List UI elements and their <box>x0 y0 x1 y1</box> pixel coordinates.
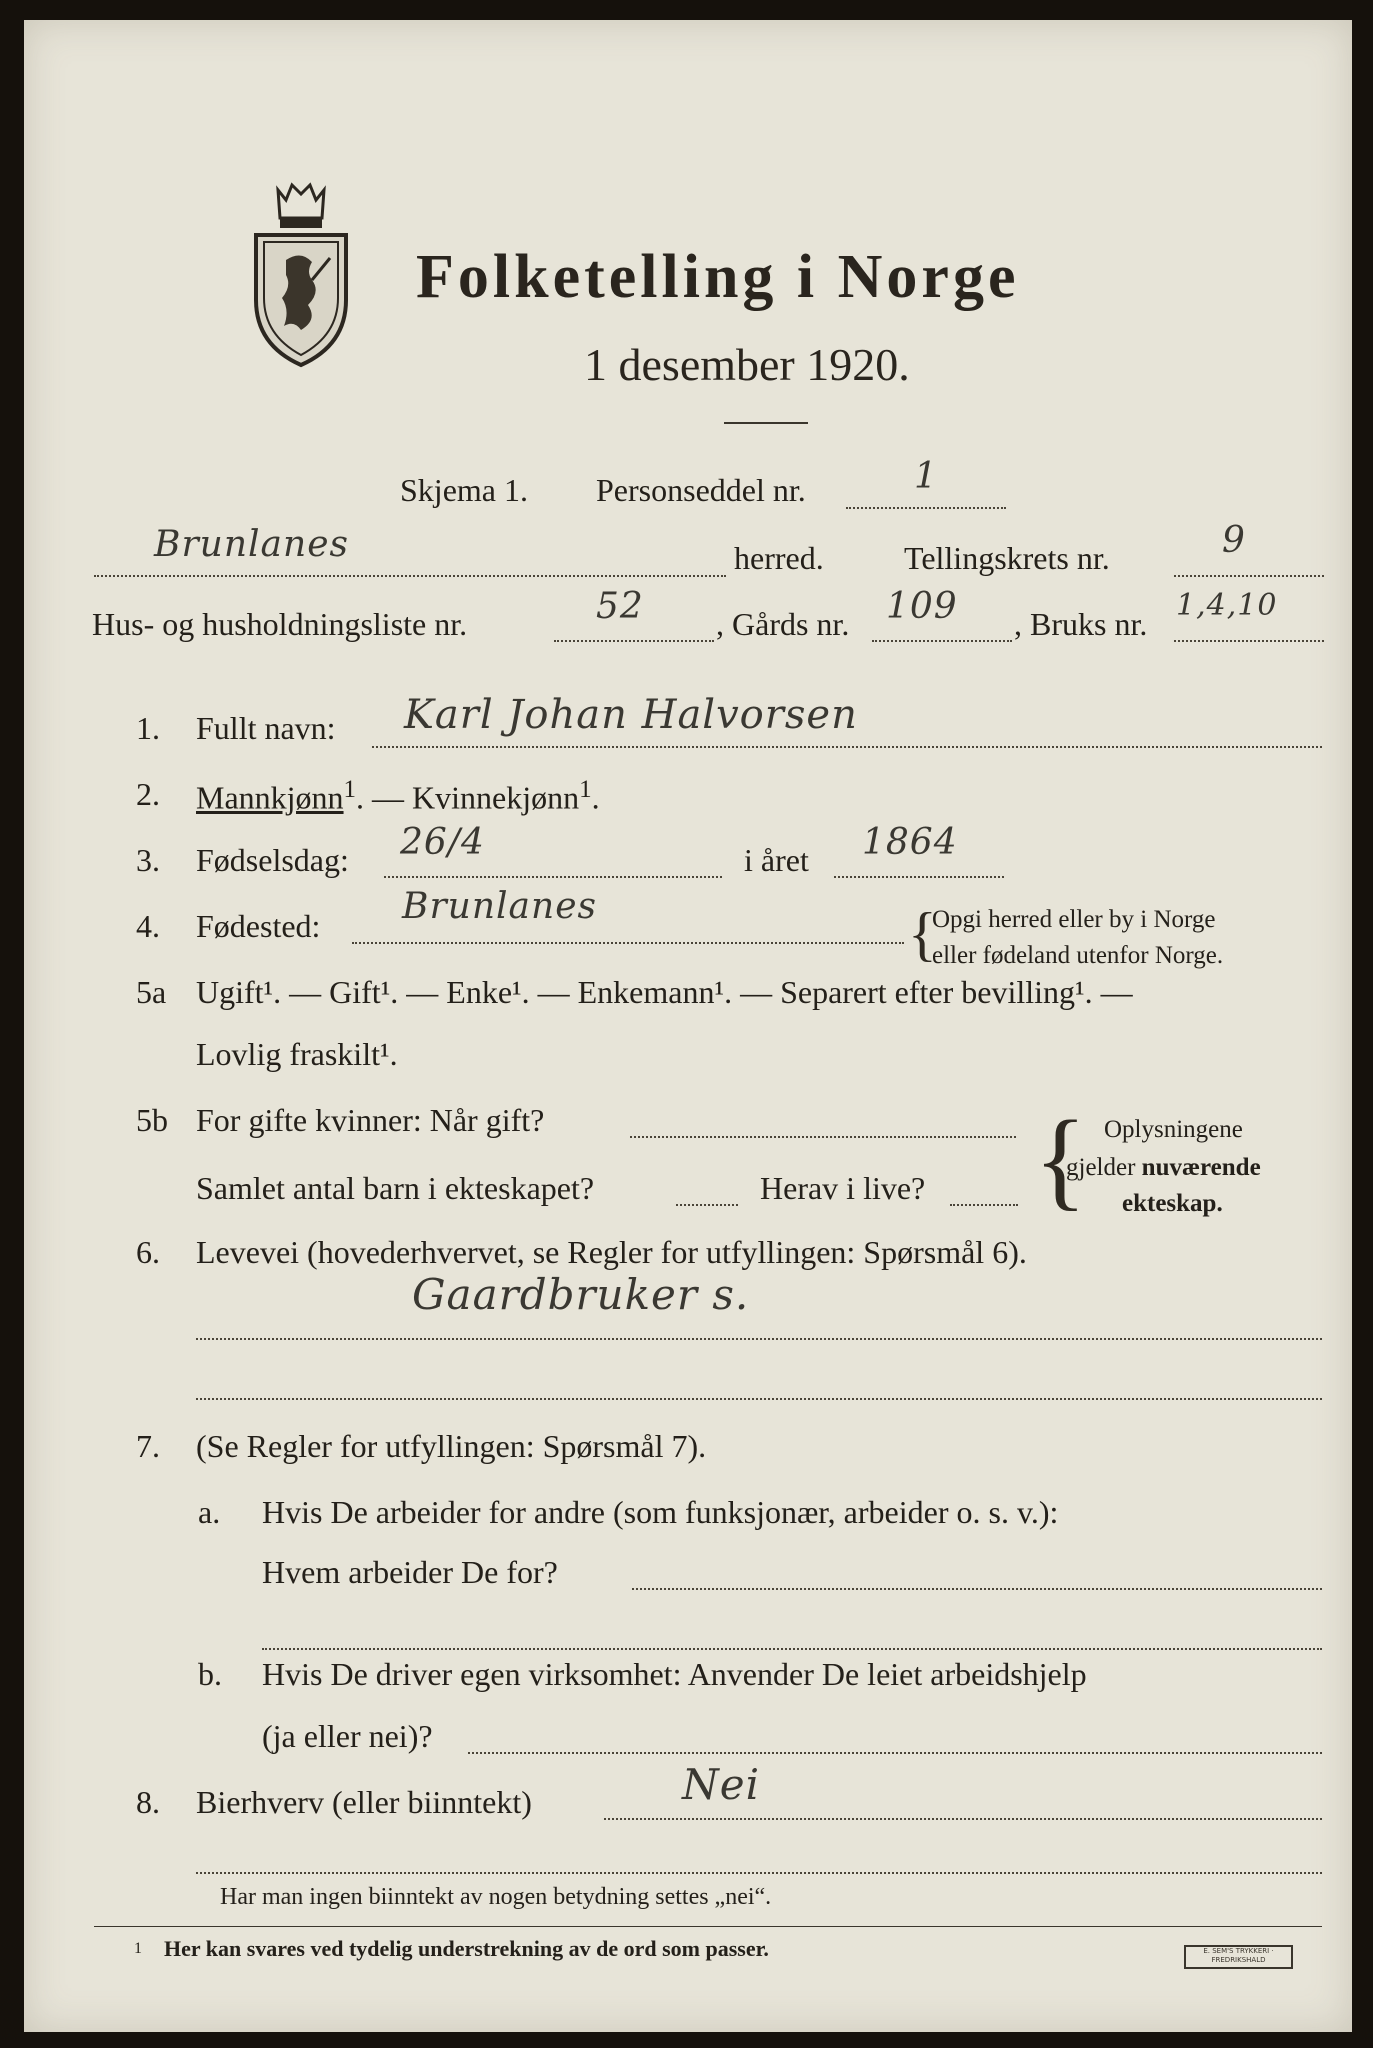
hired-help-label: (ja eller nei)? <box>262 1718 433 1754</box>
form-title: Folketelling i Norge <box>416 243 1020 311</box>
q5b-number: 5b <box>136 1102 168 1138</box>
marriage-note-line3: ekteskap. <box>1122 1190 1223 1217</box>
no-income-note: Har man ingen biinntekt av nogen betydning settes „nei“. <box>220 1884 772 1910</box>
side-income-field-line-2 <box>196 1872 1322 1874</box>
q2-gender-line: Mannkjønn$^1$. — Kvinnekjønn$^1$. <box>196 776 600 816</box>
personseddel-field-line <box>846 507 1006 509</box>
personseddel-label: Personseddel nr. <box>596 472 806 508</box>
footnote-separator <box>94 1926 1322 1927</box>
children-alive-label: Herav i live? <box>760 1170 926 1206</box>
bruks-field-line <box>1174 640 1324 642</box>
year-field-line <box>834 876 1004 878</box>
footnote-mark: 1 <box>134 1940 142 1957</box>
q3-number: 3. <box>136 842 160 878</box>
side-income-value[interactable]: Nei <box>682 1760 761 1809</box>
birthday-field-line <box>384 876 722 878</box>
bruks-value[interactable]: 1,4,10 <box>1176 588 1278 623</box>
birthplace-value[interactable]: Brunlanes <box>402 886 597 927</box>
married-when-field-line <box>630 1136 1016 1138</box>
birthday-value[interactable]: 26/4 <box>400 822 485 863</box>
tellingskrets-field-line <box>1174 575 1324 577</box>
occupation-label: Levevei (hovederhvervet, se Regler for utfyllingen: Spørsmål 6). <box>196 1234 1027 1270</box>
q5a-number: 5a <box>136 974 167 1010</box>
hus-value[interactable]: 52 <box>596 586 644 627</box>
side-income-field-line <box>604 1818 1322 1820</box>
q1-field-line <box>372 746 1322 748</box>
gards-field-line <box>872 640 1012 642</box>
children-total-field-line <box>676 1204 738 1206</box>
q7a-question: Hvis De arbeider for andre (som funksjonær, arbeider o. s. v.): <box>262 1494 1059 1530</box>
q7b-question: Hvis De driver egen virksomhet: Anvender De leiet arbeidshjelp <box>262 1656 1087 1692</box>
marital-status-divorced[interactable]: Lovlig fraskilt¹. <box>196 1036 398 1072</box>
hus-label: Hus- og husholdningsliste nr. <box>92 606 468 642</box>
hired-help-field-line <box>468 1752 1322 1754</box>
married-when-label: For gifte kvinner: Når gift? <box>196 1102 545 1138</box>
year-label: i året <box>744 842 809 878</box>
census-date: 1 desember 1920. <box>584 339 910 390</box>
birthplace-note-line1: Opgi herred eller by i Norge <box>932 906 1216 933</box>
q7b-letter: b. <box>198 1656 222 1692</box>
employer-label: Hvem arbeider De for? <box>262 1554 558 1590</box>
q4-label: Fødested: <box>196 908 321 944</box>
children-alive-field-line <box>950 1204 1018 1206</box>
full-name-value[interactable]: Karl Johan Halvorsen <box>404 692 858 738</box>
birthplace-note-line2: eller fødeland utenfor Norge. <box>932 942 1224 969</box>
personseddel-value[interactable]: 1 <box>914 456 938 497</box>
bruks-label: , Bruks nr. <box>1014 606 1148 642</box>
marriage-note-line2: gjelder nuværende <box>1066 1154 1261 1181</box>
herred-value[interactable]: Brunlanes <box>154 524 349 565</box>
q3-label: Fødselsdag: <box>196 842 349 878</box>
q1-label: Fullt navn: <box>196 710 336 746</box>
herred-label: herred. <box>734 540 824 576</box>
schema-label: Skjema 1. <box>400 472 528 508</box>
hus-field-line <box>554 640 714 642</box>
q7-label: (Se Regler for utfyllingen: Spørsmål 7). <box>196 1428 707 1464</box>
q4-number: 4. <box>136 908 160 944</box>
children-total-label: Samlet antal barn i ekteskapet? <box>196 1170 595 1206</box>
norwegian-lion-crest-icon <box>246 180 356 370</box>
employer-field-line <box>632 1588 1322 1590</box>
gards-label: , Gårds nr. <box>716 606 850 642</box>
side-income-label: Bierhverv (eller biinntekt) <box>196 1784 532 1820</box>
birthplace-note-brace: { <box>908 901 937 967</box>
marital-status-options[interactable]: Ugift¹. — Gift¹. — Enke¹. — Enkemann¹. — Separert efter bevilling¹. — <box>196 974 1133 1010</box>
printer-stamp: E. SEM'S TRYKKERI · FREDRIKSHALD <box>1184 1945 1293 1969</box>
herred-field-line <box>94 575 726 577</box>
q1-number: 1. <box>136 710 160 746</box>
occupation-value[interactable]: Gaardbruker s. <box>412 1270 750 1319</box>
census-form-sheet <box>24 20 1352 2032</box>
title-divider <box>724 422 808 424</box>
occupation-field-line-1 <box>196 1338 1322 1340</box>
q8-number: 8. <box>136 1784 160 1820</box>
gender-male-option[interactable]: Mannkjønn <box>196 779 344 816</box>
employer-field-line-2 <box>262 1648 1322 1650</box>
occupation-field-line-2 <box>196 1398 1322 1400</box>
q7a-letter: a. <box>198 1494 221 1530</box>
marriage-note-line1: Oplysningene <box>1104 1116 1243 1143</box>
tellingskrets-value[interactable]: 9 <box>1222 520 1246 561</box>
footnote-text: Her kan svares ved tydelig understrekning av de ord som passer. <box>164 1936 769 1961</box>
gards-value[interactable]: 109 <box>886 586 958 627</box>
q2-number: 2. <box>136 776 160 812</box>
tellingskrets-label: Tellingskrets nr. <box>904 540 1110 576</box>
birth-year-value[interactable]: 1864 <box>862 822 958 863</box>
birthplace-field-line <box>352 942 904 944</box>
q6-number: 6. <box>136 1234 160 1270</box>
gender-female-option[interactable]: Kvinnekjønn <box>412 779 580 816</box>
q7-number: 7. <box>136 1428 160 1464</box>
marriage-note-brace: { <box>1034 1098 1087 1220</box>
